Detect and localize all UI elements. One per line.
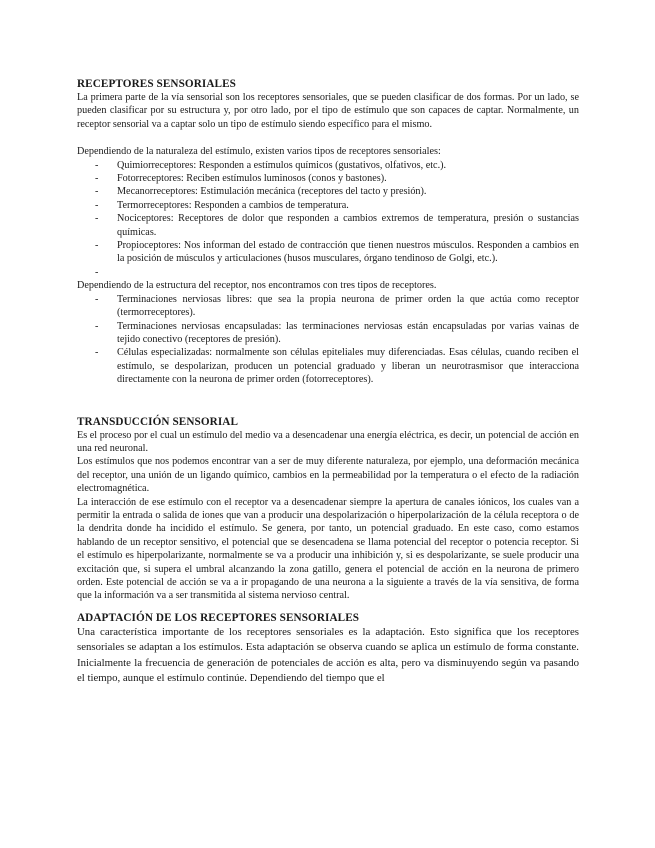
section-title-receptores: RECEPTORES SENSORIALES	[77, 78, 236, 90]
list-item: - Células especializadas: normalmente son células epiteliales muy diferenciadas. Esas células, cuando reciben el estímulo, se despolarizan, producen un potencial graduado y liberan un neurotrasmisor que interacciona directamente con la neurona de primer orden (fotorreceptores).	[117, 346, 579, 386]
spacer	[77, 387, 579, 401]
structure-types-list	[77, 293, 579, 387]
transduccion-paragraph-1: Es el proceso por el cual un estímulo del medio va a desencadenar una energía eléctrica, es decir, un potencial de acción en una red neuronal.	[77, 429, 579, 454]
list-item: - Termorreceptores: Responden a cambios de temperatura.	[117, 199, 579, 212]
spacer	[77, 131, 579, 145]
list-item: - Terminaciones nerviosas libres: que sea la propia neurona de primer orden la que actúa como receptor (termorreceptores).	[117, 293, 579, 320]
document-page	[77, 77, 579, 686]
list-item: - Fotorreceptores: Reciben estímulos luminosos (conos y bastones).	[117, 172, 579, 185]
list-item: - Mecanorreceptores: Estimulación mecánica (receptores del tacto y presión).	[117, 185, 579, 198]
list-item: - Terminaciones nerviosas encapsuladas: las terminaciones nerviosas están encapsuladas por varias vainas de tejido conectivo (receptores de presión).	[117, 320, 579, 347]
receptores-intro-paragraph: La primera parte de la vía sensorial son los receptores sensoriales, que se pueden clasificar de dos formas. Por un lado, se pueden clasificar por su estructura y, por otro lado, por el tipo de estímulo que son capaces de captar. Normalmente, un receptor sensorial va a captar solo un tipo de estímulo siendo específico para el mismo.	[77, 92, 579, 130]
transduccion-paragraph-3: La interacción de ese estímulo con el receptor va a desencadenar siempre la apertura de canales iónicos, los cuales van a permitir la entrada o salida de iones que van a producir una despolarización o hiperpolarización de la célula receptora o de la dendrita donde ha incidido el estímulo. Se genera, por tanto, un potencial graduado. En este caso, como estamos hablando de un receptor sensitivo, el potencial que se desencadena se llama potencial del receptor o potencia receptor. Si el estímulo es hiperpolarizante, normalmente se va a producir una inhibición y, si es despolarizante, se suele producir una excitación que, si supera el umbral alcanzando la zona gatillo, genera el potencial de acción en la neurona de primero orden. Este potencial de acción se va a ir propagando de una neurona a la siguiente a través de la vía sensitiva, de forma que la información va a ser transmitida al sistema nervioso central.	[77, 496, 579, 602]
adaptacion-paragraph: Una característica importante de los receptores sensoriales es la adaptación. Esto significa que los receptores sensoriales se adaptan a los estímulos. Esta adaptación se observa cuando se aplica un estímulo de forma constante. Inicialmente la frecuencia de generación de potenciales de acción es alta, pero va disminuyendo según va pasando el tiempo, aunque el estímulo continúe. Dependiendo del tiempo que el	[77, 625, 579, 685]
spacer	[77, 401, 579, 415]
list-item: - Nociceptores: Receptores de dolor que responden a cambios extremos de temperatura, presión o sustancias químicas.	[117, 212, 579, 239]
section-title-adaptacion: ADAPTACIÓN DE LOS RECEPTORES SENSORIALES	[77, 611, 360, 624]
structure-lead-paragraph: Dependiendo de la estructura del receptor, nos encontramos con tres tipos de receptores.	[77, 280, 437, 292]
transduccion-paragraph-2: Los estímulos que nos podemos encontrar van a ser de muy diferente naturaleza, por ejemplo, una deformación mecánica del receptor, una unión de un ligando químico, cambios en la permeabilidad por la temperatura o el efecto de la radiación electromagnética.	[77, 456, 579, 495]
section-title-transduccion: TRANSDUCCIÓN SENSORIAL	[77, 415, 239, 428]
spacer	[77, 603, 579, 611]
stimulus-lead-paragraph: Dependiendo de la naturaleza del estímulo, existen varios tipos de receptores sensoriales:	[77, 146, 441, 158]
list-item: - Quimiorreceptores: Responden a estímulos químicos (gustativos, olfativos, etc.).	[117, 159, 579, 172]
stimulus-types-list	[77, 159, 579, 266]
empty-list-dash: -	[95, 266, 99, 278]
list-item: - Propioceptores: Nos informan del estado de contracción que tienen nuestros músculos. Responden a cambios en la posición de músculos y articulaciones (husos musculares, órgano tendinoso de Golgi, etc.).	[117, 239, 579, 266]
